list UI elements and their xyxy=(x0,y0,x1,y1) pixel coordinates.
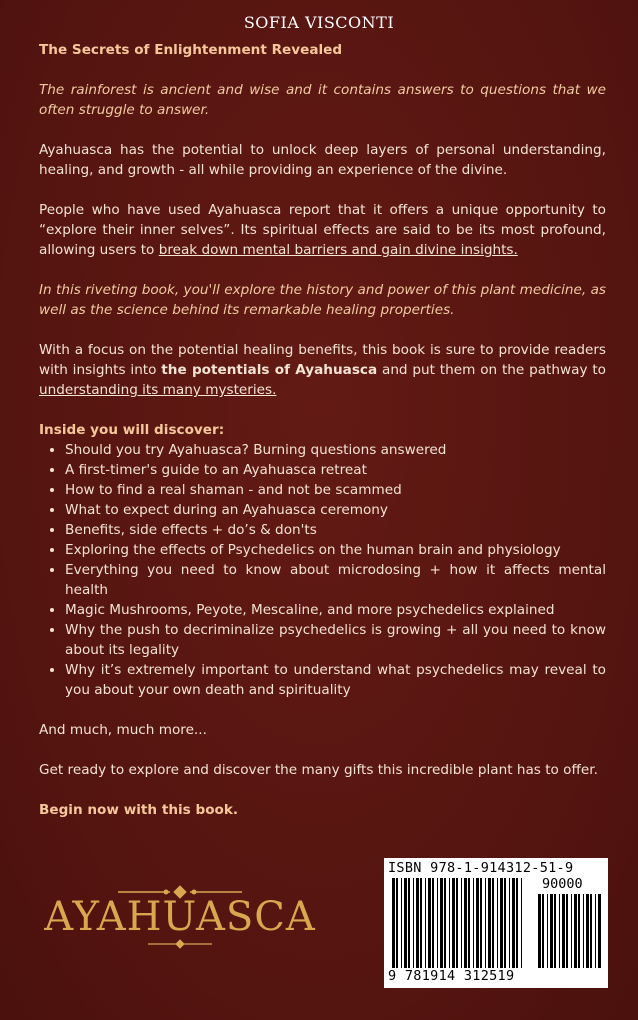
barcode-bar xyxy=(538,894,541,968)
blurb-heading: The Secrets of Enlightenment Revealed xyxy=(39,42,343,58)
list-item: • Why the push to decriminalize psychedelics is growing + all you need to know about its legality xyxy=(65,620,606,660)
barcode-bar xyxy=(554,894,556,968)
ean-digits: 9 781914 312519 xyxy=(388,968,515,984)
barcode-bar xyxy=(586,894,589,968)
paragraph-7: Get ready to explore and discover the many gifts this incredible plant has to offer. xyxy=(39,762,598,778)
barcode-bar xyxy=(401,878,402,968)
barcode-bar xyxy=(437,878,438,968)
isbn-label: ISBN 978-1-914312-51-9 xyxy=(388,860,574,876)
barcode-bar xyxy=(444,878,446,968)
barcode-bar xyxy=(456,878,458,968)
barcode-bar xyxy=(408,878,410,968)
barcode-bar xyxy=(574,894,577,968)
barcode-bar xyxy=(488,878,491,968)
paragraph-3-text: People who have used Ayahuasca report that it offers a unique opportunity to “explore their inner selves”. Its spiritual effects are said to be its most profound, allowing users to xyxy=(39,202,606,258)
barcode-bar xyxy=(566,894,568,968)
paragraph-5-text-b: and put them on the pathway to xyxy=(377,362,606,378)
intro-paragraph: The rainforest is ancient and wise and it contains answers to questions that we often struggle to answer. xyxy=(39,82,606,118)
barcode-bar xyxy=(476,878,479,968)
barcode-bar xyxy=(492,878,494,968)
logo-text: AYAHUASCA xyxy=(44,894,316,940)
barcode-bar xyxy=(396,878,398,968)
barcode-bar xyxy=(449,878,450,968)
barcode-bar xyxy=(547,894,548,968)
barcode-bar xyxy=(595,894,596,968)
barcode-bar xyxy=(404,878,407,968)
blurb xyxy=(39,40,606,840)
list-item: • Benefits, side effects + do’s & don'ts xyxy=(65,520,606,540)
barcode-bar xyxy=(416,878,419,968)
barcode-bar xyxy=(425,878,426,968)
barcode-bar xyxy=(598,894,601,968)
list-item: • Why it’s extremely important to understand what psychedelics may reveal to you about your own death and spirituality xyxy=(65,660,606,700)
barcode-bar xyxy=(468,878,470,968)
barcode-bar xyxy=(432,878,434,968)
barcode-bar xyxy=(521,878,522,968)
discover-list xyxy=(39,440,606,700)
paragraph-2: Ayahuasca has the potential to unlock deep layers of personal understanding, healing, and growth - all while providing an experience of the divine. xyxy=(39,142,606,178)
barcode-bar xyxy=(464,878,467,968)
barcode-bar xyxy=(413,878,414,968)
barcode-bar xyxy=(542,894,544,968)
barcode-bar xyxy=(571,894,572,968)
list-item: • What to expect during an Ayahuasca ceremony xyxy=(65,500,606,520)
closing-line: Begin now with this book. xyxy=(39,802,239,818)
barcode-bar xyxy=(473,878,474,968)
barcode-bar xyxy=(420,878,422,968)
paragraph-6: And much, much more... xyxy=(39,722,207,738)
barcode-bar xyxy=(500,878,503,968)
list-item: • Should you try Ayahuasca? Burning questions answered xyxy=(65,440,606,460)
barcode-bar xyxy=(550,894,553,968)
barcode-bar xyxy=(497,878,498,968)
barcode-bar xyxy=(516,878,518,968)
paragraph-5-bold: the potentials of Ayahuasca xyxy=(161,362,378,378)
barcode-bar xyxy=(485,878,486,968)
barcode-bar xyxy=(452,878,455,968)
price-code: 90000 xyxy=(542,876,583,892)
barcode-bar xyxy=(392,878,395,968)
barcode-bar xyxy=(512,878,515,968)
list-item: • Exploring the effects of Psychedelics on the human brain and physiology xyxy=(65,540,606,560)
paragraph-4: In this riveting book, you'll explore the history and power of this plant medicine, as well as the science behind its remarkable healing properties. xyxy=(39,282,606,318)
barcode-bar xyxy=(480,878,482,968)
barcode-bar xyxy=(578,894,580,968)
paragraph-5 xyxy=(39,340,606,400)
barcode-bar xyxy=(440,878,443,968)
barcode-bar xyxy=(562,894,565,968)
list-item: • Everything you need to know about microdosing + how it affects mental health xyxy=(65,560,606,600)
barcode-bar xyxy=(504,878,506,968)
list-item: • Magic Mushrooms, Peyote, Mescaline, and more psychedelics explained xyxy=(65,600,606,620)
barcode-bar xyxy=(590,894,592,968)
list-item: • How to find a real shaman - and not be scammed xyxy=(65,480,606,500)
list-item: • A first-timer's guide to an Ayahuasca retreat xyxy=(65,460,606,480)
barcode-bar xyxy=(428,878,431,968)
paragraph-5-underlined: understanding its many mysteries. xyxy=(39,382,277,398)
paragraph-5-text-a: With a focus on the potential healing benefits, this book is sure to provide readers with insights into xyxy=(39,342,606,378)
discover-heading: Inside you will discover: xyxy=(39,422,225,438)
paragraph-3-underlined: break down mental barriers and gain divine insights. xyxy=(158,242,518,258)
paragraph-3 xyxy=(39,200,606,260)
author-name: SOFIA VISCONTI xyxy=(243,13,395,32)
barcode-bar xyxy=(509,878,510,968)
ayahuasca-logo xyxy=(30,884,330,954)
isbn-barcode xyxy=(384,858,608,988)
barcode-bar xyxy=(559,894,560,968)
barcode-bar xyxy=(583,894,584,968)
barcode-bar xyxy=(461,878,462,968)
